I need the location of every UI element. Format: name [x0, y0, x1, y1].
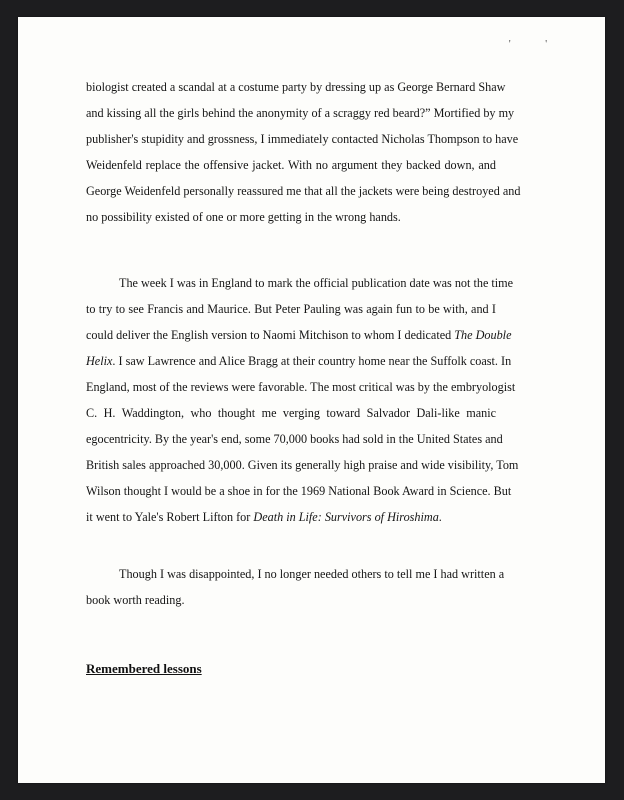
text-line: to try to see Francis and Maurice. But Peter Pauling was again fun to be with, and I — [86, 302, 496, 316]
book-title-italic: Death in Life: Survivors of Hiroshima — [253, 510, 439, 524]
text-run: could deliver the English version to Naomi Mitchison to whom I dedicated — [86, 328, 455, 342]
text-line: British sales approached 30,000. Given its generally high praise and wide visibility, Tom — [86, 458, 519, 472]
text-line — [86, 322, 512, 348]
text-line: The week I was in England to mark the official publication date was not the time — [119, 276, 514, 290]
book-title-italic: Helix — [86, 354, 113, 368]
text-line: and kissing all the girls behind the anonymity of a scraggy red beard?” Mortified by my — [86, 106, 515, 120]
paragraph-3 — [86, 561, 505, 613]
text-line: no possibility existed of one or more getting in the wrong hands. — [86, 210, 401, 224]
text-run: . — [438, 510, 442, 524]
text-line — [86, 348, 512, 374]
text-line: George Weidenfeld personally reassured me that all the jackets were being destroyed and — [86, 184, 521, 198]
paragraph-1 — [86, 74, 521, 230]
paragraph-2 — [86, 270, 519, 530]
text-line: egocentricity. By the year's end, some 70,000 books had sold in the United States and — [86, 432, 503, 446]
text-line: Wilson thought I would be a shoe in for the 1969 National Book Award in Science. But — [86, 484, 512, 498]
corner-marks: ' ' — [508, 39, 563, 50]
text-line: publisher's stupidity and grossness, I immediately contacted Nicholas Thompson to have — [86, 132, 519, 146]
text-line: Weidenfeld replace the offensive jacket. With no argument they backed down, and — [86, 158, 496, 172]
text-run: it went to Yale's Robert Lifton for — [86, 510, 254, 524]
text-line: book worth reading. — [86, 593, 185, 607]
text-line: biologist created a scandal at a costume party by dressing up as George Bernard Shaw — [86, 80, 506, 94]
text-line: Though I was disappointed, I no longer needed others to tell me I had written a — [119, 567, 505, 581]
text-line — [86, 504, 496, 530]
section-heading: Remembered lessons — [86, 661, 202, 676]
text-line: C. H. Waddington, who thought me verging toward Salvador Dali-like manic — [86, 406, 496, 420]
book-title-italic: The Double — [454, 328, 512, 342]
text-run: . I saw Lawrence and Alice Bragg at their country home near the Suffolk coast. In — [112, 354, 512, 368]
text-line: England, most of the reviews were favorable. The most critical was by the embryologist — [86, 380, 516, 394]
